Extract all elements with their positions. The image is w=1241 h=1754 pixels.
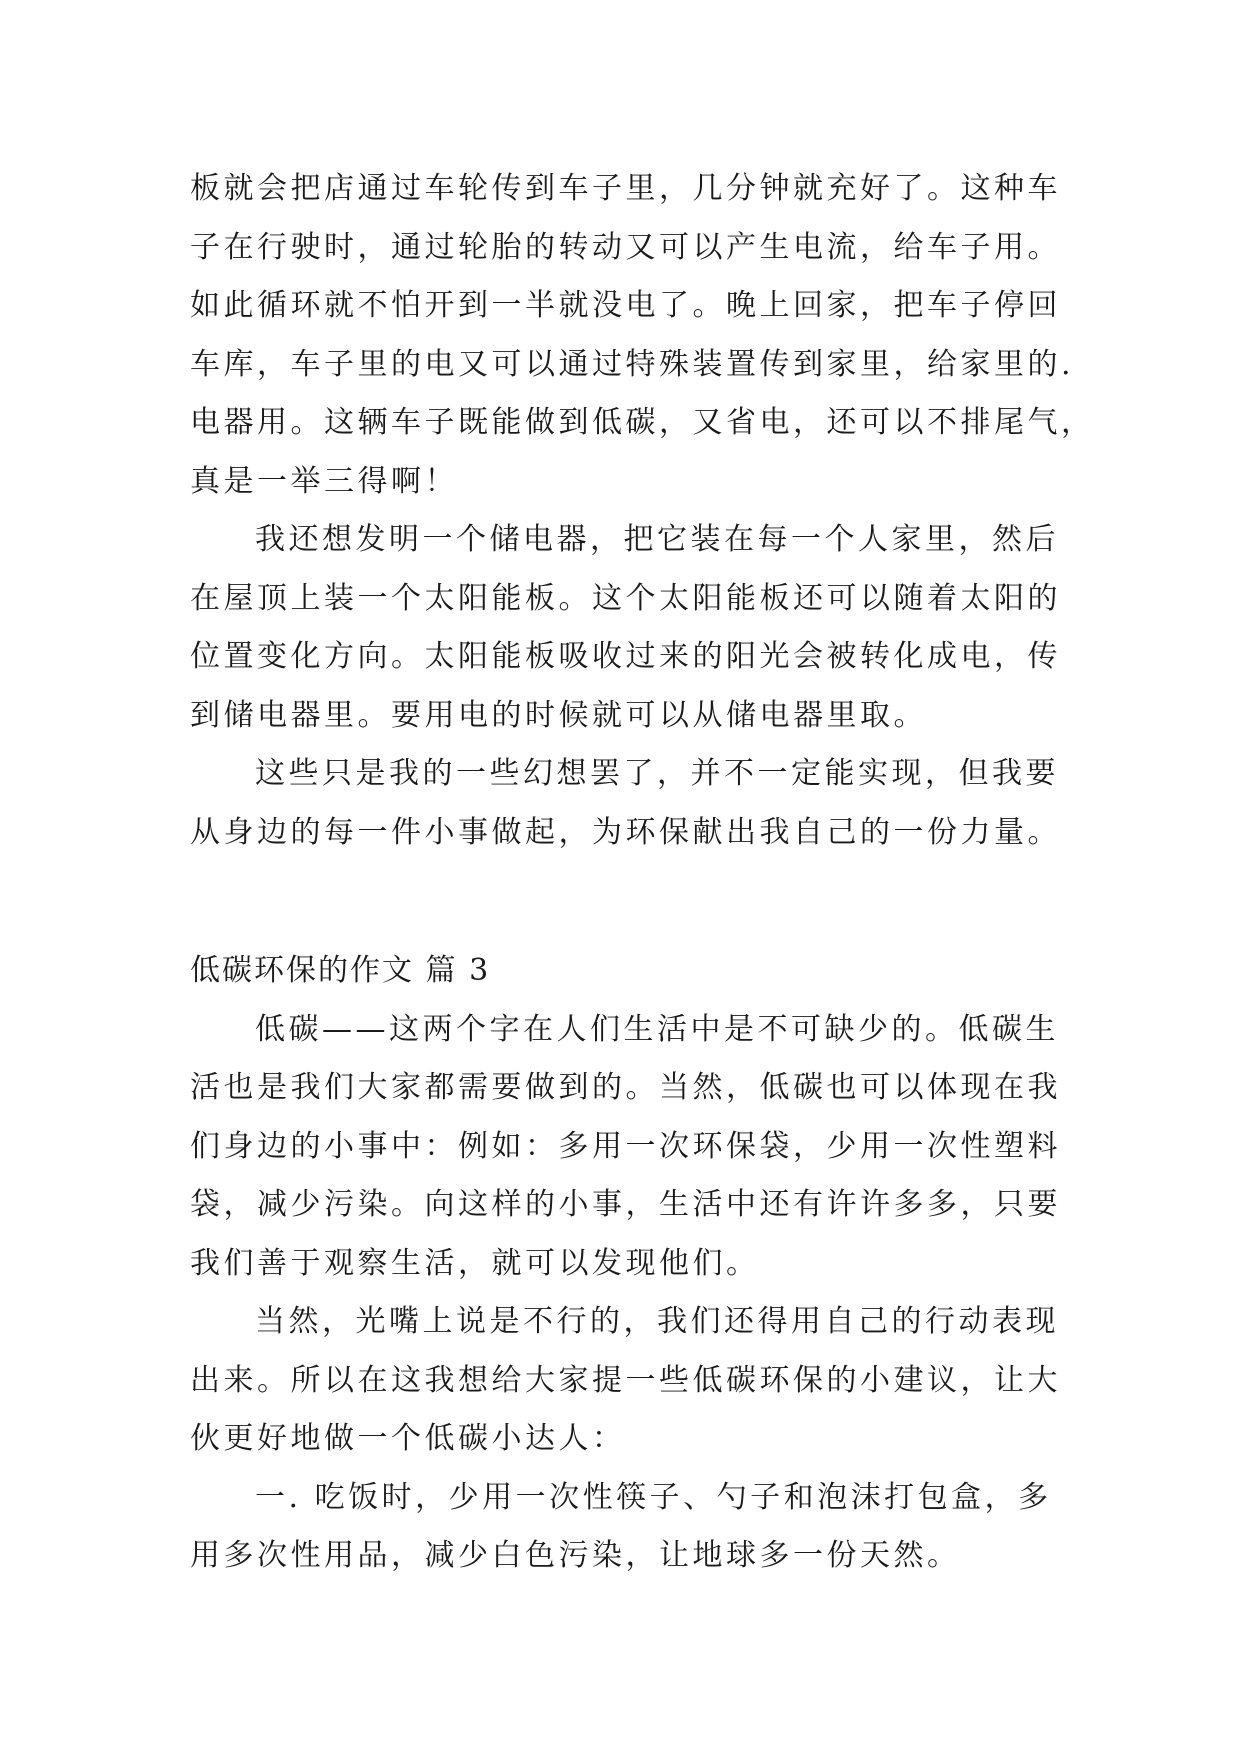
text-line: 电器用。这辆车子既能做到低碳，又省电，还可以不排尾气， bbox=[190, 405, 1095, 440]
text-line: 用多次性用品，减少白色污染，让地球多一份天然。 bbox=[190, 1538, 961, 1573]
text-line: 从身边的每一件小事做起，为环保献出我自己的一份力量。 bbox=[190, 814, 1061, 850]
section-gap bbox=[190, 862, 1060, 942]
text-line: 到储电器里。要用电的时候就可以从储电器里取。 bbox=[190, 697, 927, 733]
paragraph bbox=[190, 745, 1060, 862]
text-line: 我们善于观察生活，就可以发现他们。 bbox=[190, 1245, 760, 1281]
text-line: 低碳——这两个字在人们生活中是不可缺少的。低碳生 bbox=[255, 1011, 1059, 1047]
text-line: 出来。所以在这我想给大家提一些低碳环保的小建议，让大 bbox=[190, 1362, 1061, 1398]
section-heading: 低碳环保的作文 篇 3 bbox=[190, 953, 491, 988]
text-line: 这些只是我的一些幻想罢了，并不一定能实现，但我要 bbox=[255, 756, 1059, 791]
document-body bbox=[190, 160, 1095, 1586]
text-line: 如此循环就不怕开到一半就没电了。晚上回家，把车子停回 bbox=[190, 288, 1061, 323]
text-line: 板就会把店通过车轮传到车子里，几分钟就充好了。这种车 bbox=[190, 171, 1061, 206]
text-line: 袋，减少污染。向这样的小事，生活中还有许许多多，只要 bbox=[190, 1187, 1061, 1222]
text-line: 们身边的小事中：例如：多用一次环保袋，少用一次性塑料 bbox=[190, 1128, 1061, 1164]
text-line: 我还想发明一个储电器，把它装在每一个人家里，然后 bbox=[255, 522, 1059, 557]
text-line: 活也是我们大家都需要做到的。当然，低碳也可以体现在我 bbox=[190, 1070, 1061, 1105]
paragraph bbox=[190, 160, 1095, 511]
text-line: 车库，车子里的电又可以通过特殊装置传到家里，给家里的. bbox=[190, 346, 1075, 382]
text-line: 一. 吃饭时，少用一次性筷子、勺子和泡沫打包盒，多 bbox=[255, 1479, 1052, 1515]
text-line: 伙更好地做一个低碳小达人： bbox=[190, 1421, 626, 1456]
paragraph bbox=[190, 1001, 1060, 1294]
text-line: 子在行驶时，通过轮胎的转动又可以产生电流，给车子用。 bbox=[190, 229, 1061, 265]
text-line: 位置变化方向。太阳能板吸收过来的阳光会被转化成电，传 bbox=[190, 639, 1061, 674]
paragraph bbox=[190, 1469, 1060, 1586]
text-line: 在屋顶上装一个太阳能板。这个太阳能板还可以随着太阳的 bbox=[190, 580, 1061, 616]
text-line: 当然，光嘴上说是不行的，我们还得用自己的行动表现 bbox=[255, 1304, 1059, 1339]
text-line: 真是一举三得啊！ bbox=[190, 463, 458, 499]
paragraph bbox=[190, 511, 1060, 745]
paragraph bbox=[190, 1293, 1060, 1469]
